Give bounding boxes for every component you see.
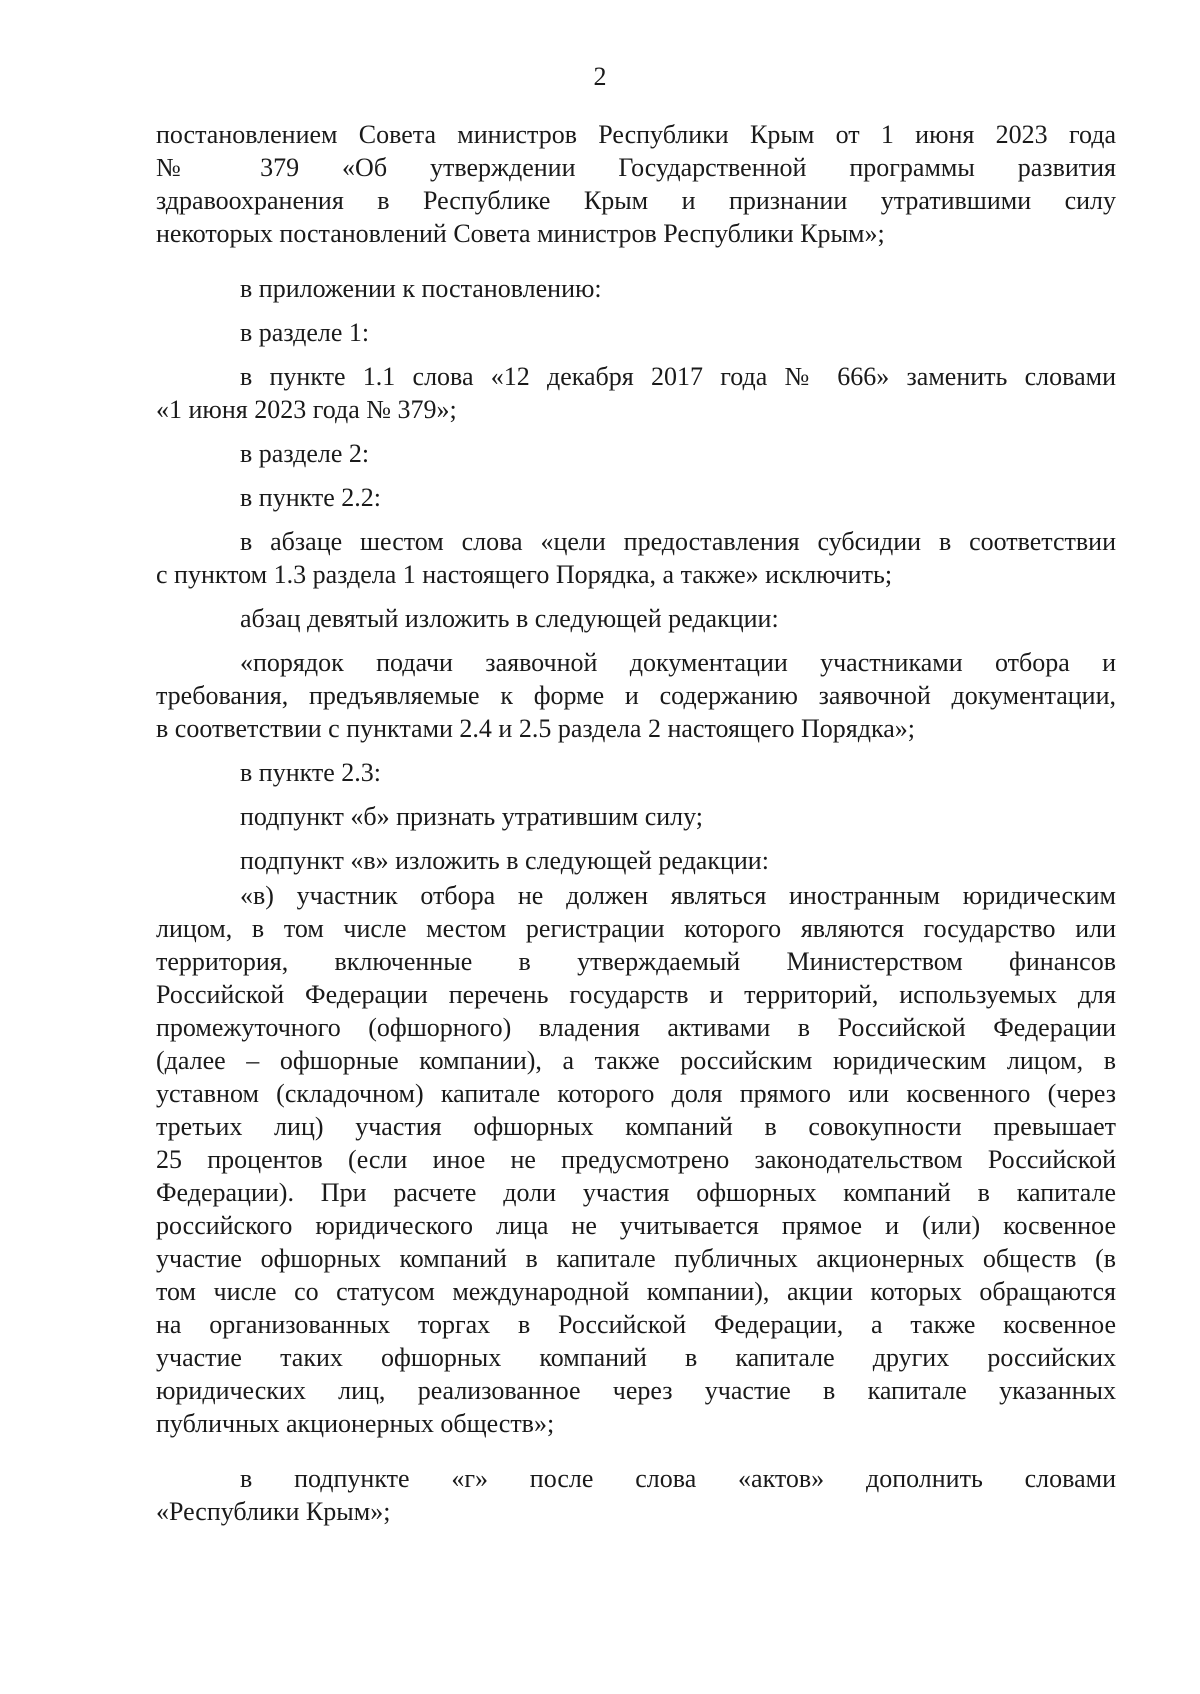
paragraph-12 (156, 879, 1116, 1440)
paragraph-7 (156, 602, 1116, 635)
paragraph-10 (156, 800, 1116, 833)
text-line: Российской Федерации перечень государств и территорий, используемых для (156, 980, 1116, 1009)
text-line: «порядок подачи заявочной документации участниками отбора и (240, 648, 1116, 677)
page-number: 2 (593, 62, 607, 91)
text-line: «1 июня 2023 года № 379»; (156, 395, 457, 424)
text-line: в приложении к постановлению: (240, 274, 602, 303)
text-line: подпункт «в» изложить в следующей редакции: (240, 846, 769, 875)
document-body (156, 118, 1116, 1528)
text-line: третьих лиц) участия офшорных компаний в совокупности превышает (156, 1112, 1116, 1141)
text-line: том числе со статусом международной компании), акции которых обращаются (156, 1277, 1116, 1306)
text-line: территория, включенные в утверждаемый Министерством финансов (156, 947, 1116, 976)
text-line: в подпункте «г» после слова «актов» дополнить словами (240, 1464, 1116, 1493)
text-line: участие таких офшорных компаний в капитале других российских (156, 1343, 1116, 1372)
paragraph-2 (156, 316, 1116, 349)
text-line: на организованных торгах в Российской Федерации, а также косвенное (156, 1310, 1116, 1339)
text-line: в разделе 1: (240, 318, 370, 347)
text-line: (далее – офшорные компании), а также российским юридическим лицом, в (156, 1046, 1116, 1075)
text-line: постановлением Совета министров Республики Крым от 1 июня 2023 года (156, 120, 1116, 149)
text-line: в пункте 1.1 слова «12 декабря 2017 года № 666» заменить словами (240, 362, 1116, 391)
text-line: № 379 «Об утверждении Государственной программы развития (156, 153, 1116, 182)
text-line: Федерации). При расчете доли участия офшорных компаний в капитале (156, 1178, 1116, 1207)
paragraph-5 (156, 481, 1116, 514)
text-line: лицом, в том числе местом регистрации которого являются государство или (156, 914, 1116, 943)
text-line: подпункт «б» признать утратившим силу; (240, 802, 703, 831)
paragraph-9 (156, 756, 1116, 789)
text-line: «Республики Крым»; (156, 1497, 391, 1526)
text-line: 25 процентов (если иное не предусмотрено законодательством Российской (156, 1145, 1116, 1174)
text-line: в разделе 2: (240, 439, 370, 468)
text-line: в пункте 2.3: (240, 758, 382, 787)
text-line: требования, предъявляемые к форме и содержанию заявочной документации, (156, 681, 1116, 710)
paragraph-3 (156, 360, 1116, 426)
text-line: абзац девятый изложить в следующей редакции: (240, 604, 779, 633)
text-line: в абзаце шестом слова «цели предоставления субсидии в соответствии (240, 527, 1116, 556)
text-line: «в) участник отбора не должен являться иностранным юридическим (240, 881, 1116, 910)
paragraph-8 (156, 646, 1116, 745)
text-line: российского юридического лица не учитывается прямое и (или) косвенное (156, 1211, 1116, 1240)
text-line: уставном (складочном) капитале которого доля прямого или косвенного (через (156, 1079, 1116, 1108)
paragraph-1 (156, 272, 1116, 305)
paragraph-13 (156, 1462, 1116, 1528)
text-line: промежуточного (офшорного) владения активами в Российской Федерации (156, 1013, 1116, 1042)
text-line: с пунктом 1.3 раздела 1 настоящего Порядка, а также» исключить; (156, 560, 893, 589)
text-line: юридических лиц, реализованное через участие в капитале указанных (156, 1376, 1116, 1405)
text-line: публичных акционерных обществ»; (156, 1409, 555, 1438)
paragraph-0 (156, 118, 1116, 250)
paragraph-11 (156, 844, 1116, 877)
paragraph-4 (156, 437, 1116, 470)
text-line: участие офшорных компаний в капитале публичных акционерных обществ (в (156, 1244, 1116, 1273)
text-line: в соответствии с пунктами 2.4 и 2.5 раздела 2 настоящего Порядка»; (156, 714, 915, 743)
text-line: в пункте 2.2: (240, 483, 382, 512)
text-line: здравоохранения в Республике Крым и признании утратившими силу (156, 186, 1116, 215)
text-line: некоторых постановлений Совета министров Республики Крым»; (156, 219, 885, 248)
paragraph-6 (156, 525, 1116, 591)
